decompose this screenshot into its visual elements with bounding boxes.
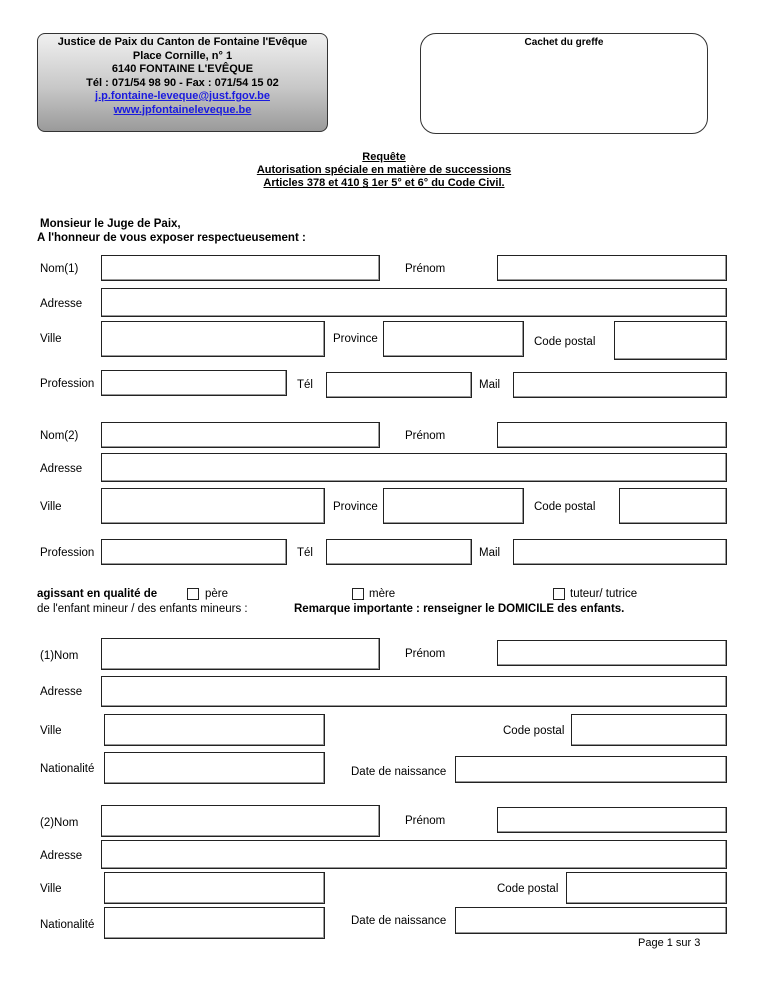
- child1-postal-field[interactable]: [571, 714, 727, 746]
- applicant2-profession-field[interactable]: [101, 539, 287, 565]
- capacity-lead: agissant en qualité de: [37, 588, 158, 600]
- child1-firstname-label: Prénom: [405, 648, 446, 660]
- applicant2-address-field[interactable]: [101, 453, 727, 482]
- page-number: Page 1 sur 3: [638, 937, 701, 949]
- applicant1-mail-label: Mail: [479, 379, 501, 391]
- child1-postal-label: Code postal: [503, 725, 565, 737]
- child2-name-label: (2)Nom: [40, 817, 79, 829]
- child1-name-label: (1)Nom: [40, 650, 79, 662]
- applicant2-province-field[interactable]: [383, 488, 524, 524]
- child1-address-field[interactable]: [101, 676, 727, 707]
- child2-address-field[interactable]: [101, 840, 727, 869]
- applicant2-postal-label: Code postal: [534, 501, 596, 513]
- child1-firstname-field[interactable]: [497, 640, 727, 666]
- child1-city-label: Ville: [40, 725, 62, 737]
- applicant2-firstname-field[interactable]: [497, 422, 727, 448]
- court-address-line1: Place Cornille, n° 1: [132, 49, 233, 62]
- applicant2-mail-field[interactable]: [513, 539, 727, 565]
- registry-stamp-box: [420, 33, 708, 134]
- applicant1-province-field[interactable]: [383, 321, 524, 357]
- salutation-line1: Monsieur le Juge de Paix,: [40, 218, 181, 230]
- applicant1-name-field[interactable]: [101, 255, 380, 281]
- child2-nationality-field[interactable]: [104, 907, 325, 939]
- court-phone-fax: Tél : 071/54 98 90 - Fax : 071/54 15 02: [86, 76, 279, 89]
- child2-birthdate-label: Date de naissance: [351, 915, 447, 927]
- applicant1-name-label: Nom(1): [40, 263, 79, 275]
- applicant2-name-label: Nom(2): [40, 430, 79, 442]
- child2-firstname-label: Prénom: [405, 815, 446, 827]
- applicant2-tel-field[interactable]: [326, 539, 472, 565]
- mother-checkbox[interactable]: [352, 588, 364, 600]
- child2-postal-label: Code postal: [497, 883, 559, 895]
- doc-articles: Articles 378 et 410 § 1er 5° et 6° du Code Civil.: [263, 177, 505, 189]
- child2-city-field[interactable]: [104, 872, 325, 904]
- applicant1-tel-label: Tél: [297, 379, 313, 391]
- applicant1-address-field[interactable]: [101, 288, 727, 317]
- child2-city-label: Ville: [40, 883, 62, 895]
- court-email-link[interactable]: j.p.fontaine-leveque@just.fgov.be: [95, 90, 270, 102]
- father-checkbox[interactable]: [187, 588, 199, 600]
- applicant1-profession-label: Profession: [40, 378, 95, 390]
- child2-birthdate-field[interactable]: [455, 907, 727, 934]
- stamp-label: Cachet du greffe: [524, 37, 604, 48]
- child2-address-label: Adresse: [40, 850, 83, 862]
- domicile-remark: Remarque importante : renseigner le DOMICILE des enfants.: [294, 603, 625, 615]
- doc-title: Requête: [362, 151, 406, 163]
- applicant1-postal-field[interactable]: [614, 321, 727, 360]
- guardian-checkbox[interactable]: [553, 588, 565, 600]
- applicant2-tel-label: Tél: [297, 547, 313, 559]
- applicant1-profession-field[interactable]: [101, 370, 287, 396]
- applicant2-city-field[interactable]: [101, 488, 325, 524]
- applicant1-firstname-label: Prénom: [405, 263, 446, 275]
- court-address-line2: 6140 FONTAINE L'EVÊQUE: [111, 63, 254, 75]
- child1-birthdate-label: Date de naissance: [351, 766, 447, 778]
- court-header: [37, 33, 328, 132]
- applicant2-mail-label: Mail: [479, 547, 501, 559]
- applicant2-firstname-label: Prénom: [405, 430, 446, 442]
- child1-nationality-label: Nationalité: [40, 763, 95, 775]
- doc-subtitle: Autorisation spéciale en matière de successions: [256, 164, 512, 176]
- applicant2-profession-label: Profession: [40, 547, 95, 559]
- court-name: Justice de Paix du Canton de Fontaine l'Evêque: [57, 36, 308, 48]
- salutation-line2: A l'honneur de vous exposer respectueusement :: [37, 232, 306, 244]
- applicant2-province-label: Province: [333, 501, 378, 513]
- applicant1-province-label: Province: [333, 333, 378, 345]
- capacity-sub: de l'enfant mineur / des enfants mineurs :: [37, 603, 248, 615]
- applicant2-address-label: Adresse: [40, 463, 83, 475]
- applicant1-city-label: Ville: [40, 333, 62, 345]
- applicant1-city-field[interactable]: [101, 321, 325, 357]
- applicant1-firstname-field[interactable]: [497, 255, 727, 281]
- guardian-option-label: tuteur/ tutrice: [570, 588, 638, 600]
- child1-birthdate-field[interactable]: [455, 756, 727, 783]
- applicant2-postal-field[interactable]: [619, 488, 727, 524]
- child2-postal-field[interactable]: [566, 872, 727, 904]
- child2-name-field[interactable]: [101, 805, 380, 837]
- applicant1-address-label: Adresse: [40, 298, 83, 310]
- child2-nationality-label: Nationalité: [40, 919, 95, 931]
- child1-name-field[interactable]: [101, 638, 380, 670]
- applicant1-mail-field[interactable]: [513, 372, 727, 398]
- court-website-link[interactable]: www.jpfontaineleveque.be: [113, 103, 252, 116]
- applicant1-postal-label: Code postal: [534, 336, 596, 348]
- child1-city-field[interactable]: [104, 714, 325, 746]
- applicant1-tel-field[interactable]: [326, 372, 472, 398]
- applicant2-city-label: Ville: [40, 501, 62, 513]
- child2-firstname-field[interactable]: [497, 807, 727, 833]
- child1-address-label: Adresse: [40, 686, 83, 698]
- father-option-label: père: [205, 588, 229, 600]
- mother-option-label: mère: [369, 588, 396, 600]
- child1-nationality-field[interactable]: [104, 752, 325, 784]
- applicant2-name-field[interactable]: [101, 422, 380, 448]
